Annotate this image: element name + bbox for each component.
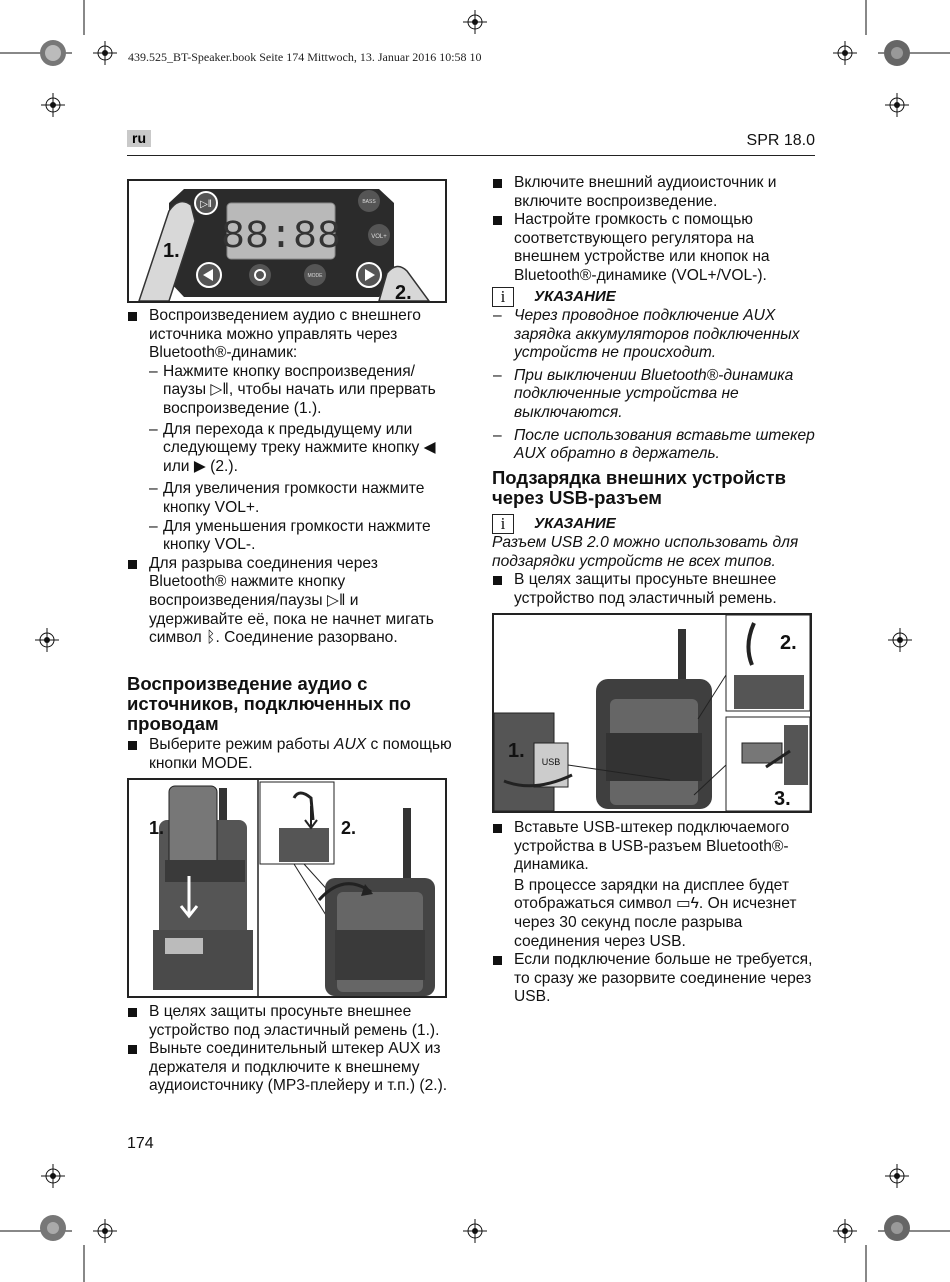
heading-aux: Воспроизведение аудио с источников, подключенных по проводам [127,673,411,734]
bullet-volume: Настройте громкость с помощью соответствующего регулятора на внешнем устройстве или кнопок на Bluetooth®-динамике (VOL+/VOL-). [492,211,822,285]
note-aux [492,287,822,464]
usb-text: USB [541,757,561,767]
note-item-3: – После использования вставьте штекер AUX обратно в держатель. [492,427,822,464]
dash-play-pause: – Нажмите кнопку воспроизведения/ паузы ▷ǁ, чтобы начать или прервать воспроизведение (1.). [127,363,452,419]
left-column-bottom [127,1003,452,1096]
info-icon: i [492,287,514,307]
display-digits: 88:88 [220,215,342,260]
figure-usb [492,613,812,813]
note-item-2: – При выключении Bluetooth®-динамика подключенные устройства не выключаются. [492,367,822,423]
left-column-top [127,307,452,648]
print-header: 439.525_BT-Speaker.book Seite 174 Mittwoch, 13. Januar 2016 10:58 10 [128,50,482,64]
label-vol: VOL+ [371,234,387,240]
step-2-label: 2. [395,282,412,301]
step-1-label: 1. [163,240,180,262]
right-column-bottom [492,819,822,1007]
note-heading: i УКАЗАНИЕ [492,287,822,307]
bullet-disconnect-usb: Если подключение больше не требуется, то сразу же разорвите соединение через USB. [492,951,822,1007]
note-usb-text: Разъем USB 2.0 можно использовать для подзарядки устройств не всех типов. [492,534,799,570]
dash-vol-down: – Для уменьшения громкости нажмите кнопку VOL-. [127,518,452,555]
label-mode: MODE [307,273,323,279]
bullet-aux-plug: Выньте соединительный штекер AUX из держателя и подключите к внешнему аудиоисточнику (MP3-плейеру и т.п.) (2.). [127,1040,452,1096]
dash-vol-up: – Для увеличения громкости нажмите кнопку VOL+. [127,480,452,517]
note-heading-2: i УКАЗАНИЕ [492,514,822,534]
dash-track-skip: – Для перехода к предыдущему или следующему треку нажмите кнопку ◀ или ▶ (2.). [127,421,452,477]
language-badge: ru [127,130,151,147]
bullet-aux-mode: Выберите режим работы AUX с помощью кнопки MODE. [127,736,452,773]
bullet-bt-control: Воспроизведением аудио с внешнего источника можно управлять через Bluetooth®-динамик: [127,307,452,363]
note-usb [492,514,822,608]
fig2-step-2: 2. [341,818,357,838]
bullet-disconnect: Для разрыва соединения через Bluetooth® нажмите кнопку воспроизведения/паузы ▷ǁ и удерживайте её, пока не начнет мигать символ ᛒ. Соединение разорвано. [127,555,452,648]
bullet-insert-usb: Вставьте USB-штекер подключаемого устройства в USB-разъем Bluetooth®-динамика. [492,819,822,875]
figure-control-panel [127,179,447,303]
label-bass: BASS [362,199,376,205]
bullet-protect-device: В целях защиты просуньте внешнее устройство под эластичный ремень (1.). [127,1003,452,1040]
heading-usb: Подзарядка внешних устройств через USB-разъем [492,467,786,508]
header-rule [127,155,815,156]
note-item-1: – Через проводное подключение AUX зарядка аккумуляторов подключенных устройств не происходит. [492,307,822,363]
info-icon-2: i [492,514,514,534]
figure-aux [127,778,447,998]
fig2-step-1: 1. [149,818,165,838]
page-number: 174 [127,1135,154,1152]
fig3-step-1: 1. [508,740,525,762]
fig3-step-3: 3. [774,788,791,810]
left-column-aux [127,736,452,773]
charging-info: В процессе зарядки на дисплее будет отображаться символ ▭ϟ. Он исчезнет через 30 секунд после разрыва соединения через USB. [514,876,797,950]
bullet-protect-usb: В целях защиты просуньте внешнее устройство под эластичный ремень. [492,571,822,608]
svg-text:▷ǁ: ▷ǁ [200,199,212,210]
model-name: SPR 18.0 [746,132,815,149]
fig3-step-2: 2. [780,632,797,654]
right-column-top [492,174,822,286]
bullet-enable-source: Включите внешний аудиоисточник и включите воспроизведение. [492,174,822,211]
